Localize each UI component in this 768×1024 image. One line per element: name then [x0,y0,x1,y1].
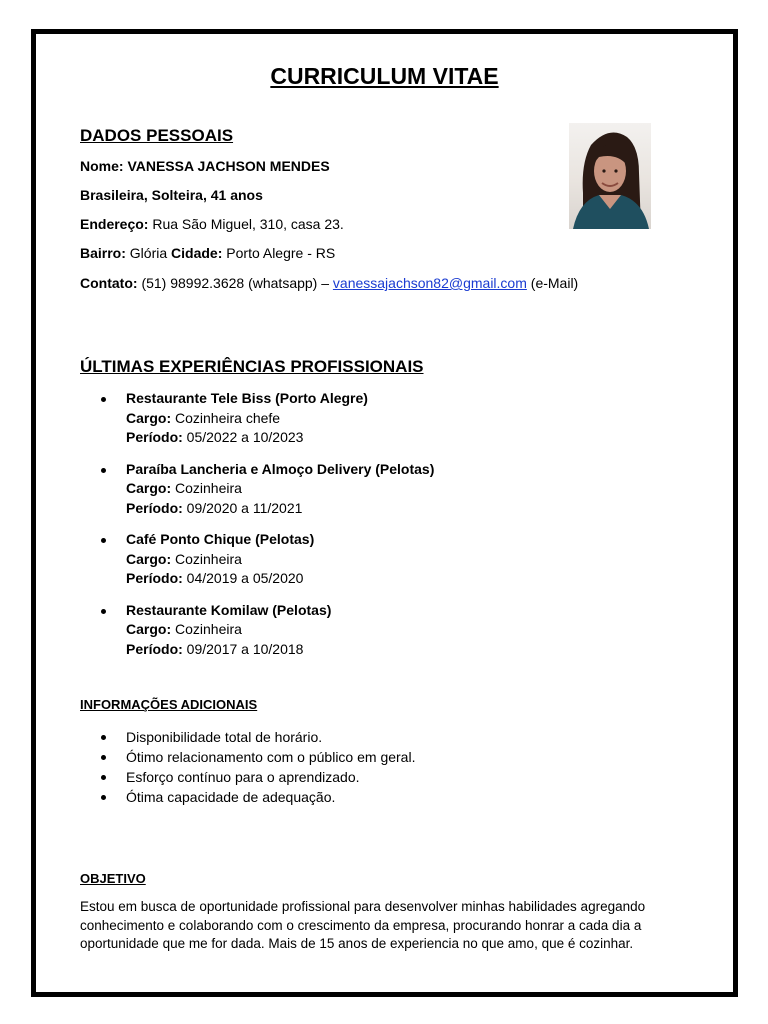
contact-label: Contato: [80,275,138,291]
list-item-text: Ótima capacidade de adequação. [126,789,336,805]
name-label: Nome: [80,158,124,174]
list-item-text: Ótimo relacionamento com o público em geral. [126,749,416,765]
cargo-line [126,620,680,640]
cargo-line [126,409,680,429]
periodo-label: Período: [126,429,183,445]
list-item-text: Disponibilidade total de horário. [126,729,323,745]
cargo-value: Cozinheira [175,480,242,496]
personal-heading: DADOS PESSOAIS [80,126,234,145]
periodo-value: 09/2020 a 11/2021 [186,499,303,516]
bullet-icon [101,795,106,800]
bullet-icon [101,775,106,780]
bairro-value: Glória [129,245,168,261]
list-item [80,767,680,787]
periodo-label: Período: [126,499,183,516]
cargo-label: Cargo: [126,621,172,637]
bullet-icon [101,755,106,760]
objective-heading: OBJETIVO [80,871,146,886]
cargo-value: Cozinheira [175,621,242,637]
cargo-line [126,550,680,570]
additional-list [80,727,680,807]
bullet-icon [101,538,106,543]
additional-heading: INFORMAÇÕES ADICIONAIS [80,697,258,712]
list-item [80,787,680,807]
periodo-value: 09/2017 a 10/2018 [186,640,304,657]
periodo-label: Período: [126,570,183,586]
bullet-icon [101,609,106,614]
name-line [80,158,330,174]
bullet-icon [101,735,106,740]
cargo-value: Cozinheira [175,550,242,567]
cidade-label: Cidade: [171,245,223,261]
periodo-line [126,640,680,660]
periodo-line [126,499,680,519]
bullet-icon [101,468,106,473]
experience-list [80,389,680,671]
contact-line [80,275,578,291]
list-item [80,747,680,767]
objective-text: Estou em busca de oportunidade profissional para desenvolver minhas habilidades agregando conhecimento e colaborando com o crescimento da empresa, procurando honrar a cada dia a oportunidade que me for dada. Mais de 15 anos de experiencia no que amo, que é cozinhar. [80,899,646,951]
profile-photo [569,123,651,229]
bairro-line [80,245,335,261]
experience-item [80,389,680,448]
cargo-label: Cargo: [126,550,172,567]
company-name: Paraíba Lancheria e Almoço Delivery (Pelotas) [126,460,435,477]
experience-item [80,460,680,519]
bullet-icon [101,397,106,402]
address-value: Rua São Miguel, 310, casa 23. [152,216,344,232]
company-name: Restaurante Tele Biss (Porto Alegre) [126,390,368,406]
email-link[interactable]: vanessajachson82@gmail.com [332,275,527,291]
periodo-label: Período: [126,640,183,657]
experience-heading: ÚLTIMAS EXPERIÊNCIAS PROFISSIONAIS [80,357,424,376]
periodo-value: 04/2019 a 05/2020 [186,570,304,586]
bairro-label: Bairro: [80,245,126,261]
company-name: Café Ponto Chique (Pelotas) [126,531,315,547]
cargo-label: Cargo: [126,480,172,496]
document-title: CURRICULUM VITAE [270,63,499,89]
address-label: Endereço: [80,216,149,232]
list-item [80,727,680,747]
status-line: Brasileira, Solteira, 41 anos [80,187,263,203]
periodo-line [126,569,680,589]
email-suffix: (e-Mail) [530,275,579,291]
experience-item [80,530,680,589]
address-line [80,216,344,232]
list-item-text: Esforço contínuo para o aprendizado. [126,769,360,785]
cargo-line [126,479,680,499]
company-name: Restaurante Komilaw (Pelotas) [126,601,332,618]
periodo-value: 05/2022 a 10/2023 [186,429,304,445]
cargo-value: Cozinheira chefe [175,409,281,426]
name-value: VANESSA JACHSON MENDES [127,158,330,174]
page-border [31,29,738,997]
experience-item [80,601,680,660]
cidade-value: Porto Alegre - RS [226,245,336,261]
cargo-label: Cargo: [126,409,172,426]
periodo-line [126,428,680,448]
contact-phone: (51) 98992.3628 (whatsapp) – [141,275,330,291]
